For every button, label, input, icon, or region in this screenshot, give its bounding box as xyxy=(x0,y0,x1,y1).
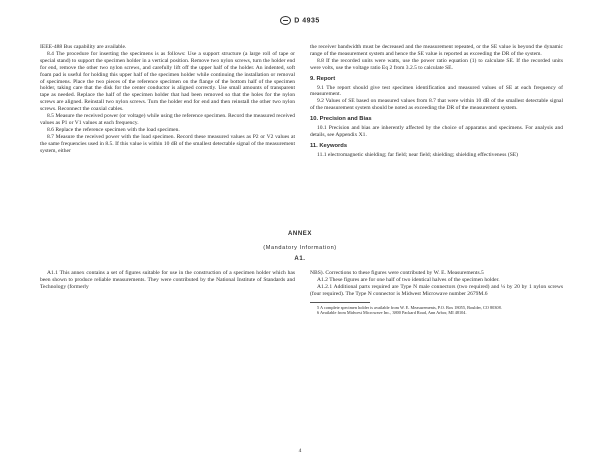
paragraph: IEEE-488 Bus capability are available. xyxy=(40,44,127,50)
paragraph-8-8: 8.8 If the recorded units were watts, use the power ratio equation (1) to calculate SE. If the recorded units were volts, use the voltage ratio Eq 2 from 3.2.5 to calculate SE. xyxy=(310,57,563,71)
paragraph-9-2: 9.2 Values of SE based on measured values from 8.7 that were within 10 dB of the smallest detectable signal of the measurement system should be noted as exceeding the DR of the measurement system. xyxy=(310,98,563,112)
section-heading-report: 9. Report xyxy=(310,75,336,82)
paragraph-9-1: 9.1 The report should give test specimen identification and measured values of SE at each frequency of measurement. xyxy=(310,84,563,98)
paragraph-11-1: 11.1 electromagnetic shielding; far field; near field; shielding; shielding effectiveness (SE) xyxy=(317,151,519,158)
footnote-5: 5 A complete specimen holder is available from W. E. Measurements, P.O. Box 18055, Boulder, CO 80308. xyxy=(317,304,502,310)
section-heading-precision: 10. Precision and Bias xyxy=(310,116,372,123)
paragraph-continued: the receiver bandwidth must be decreased and the measurement repeated, or the SE value is beyond the dynamic range of the measurement system and hence the SE value is reported as exceeding the DR of the system. xyxy=(310,44,563,57)
paragraph-8-5: 8.5 Measure the received power (or voltage) while using the reference specimen. Record the measured received values as P1 or V1 values at each frequency. xyxy=(40,113,295,126)
left-column-bottom xyxy=(40,270,295,291)
astm-logo-icon xyxy=(280,16,291,25)
page-number: 4 xyxy=(298,448,302,454)
annex-subtitle: (Mandatory Information) xyxy=(263,245,337,251)
left-column-top xyxy=(40,44,295,155)
right-column-top xyxy=(310,44,563,159)
standard-designation: D 4935 xyxy=(294,17,320,25)
annex-section: A1. xyxy=(294,256,306,262)
paragraph-10-1: 10.1 Precision and bias are inherently affected by the choice of apparatus and specimens. For analysis and details, see Appendix X1. xyxy=(310,125,563,138)
right-column-bottom xyxy=(310,270,563,315)
paragraph-a1-2-1: A1.2.1 Additional parts required are Type N male connectors (two required) and ¼ by 20 by 1 nylon screws (four required). The Type N connector is Midwest Microwave number 2679M.6 xyxy=(310,283,563,297)
paragraph-a1-1: A1.1 This annex contains a set of figures suitable for use in the construction of a specimen holder which has been shown to produce reliable measurements. They were contributed by the National Institute of Standards and Technology (formerly xyxy=(40,270,295,290)
paragraph-a1-2: A1.2 These figures are for one half of two identical halves of the specimen holder. xyxy=(317,276,500,283)
paragraph-8-6: 8.6 Replace the reference specimen with the load specimen. xyxy=(47,126,180,133)
page-header xyxy=(0,16,600,25)
paragraph-continued: NBS). Corrections to these figures were contributed by W. E. Measurements.5 xyxy=(310,270,484,276)
annex-title: ANNEX xyxy=(287,231,312,237)
paragraph-8-7: 8.7 Measure the received power with the load specimen. Record these measured values as P2 or V2 values at the same frequencies used in 8.5. If this value is within 10 dB of the smallest detectable signal of the measurement system, either xyxy=(40,133,295,154)
footnote-6: 6 Available from Midwest Microwave Inc., 3800 Packard Road, Ann Arbor, MI 48104. xyxy=(317,309,467,315)
section-heading-keywords: 11. Keywords xyxy=(310,142,348,149)
paragraph-8-4: 8.4 The procedure for inserting the specimens is as follows: Use a support structure (a large roll of tape or special stand) to support the specimen holder in a vertical position. Remove two nylon screws, turn the holder end for end, remove the other two nylon screws, and carefully lift off the upper half of the holder. An indented, soft foam pad is useful for holding this upper half of the specimen holder while continuing the installation or removal of specimens. Place the two pieces of the reference specimen on the flange of the bottom half of the specimen holder, taking care that the disk for the center conductor is aligned correctly. Use small amounts of transparent tape as needed. Replace the half of the specimen holder that had been removed so that the holes for the nylon screws are aligned. Reinstall two nylon screws. Turn the holder end for end and then reinstall the other two nylon screws. Reconnect the coaxial cables. xyxy=(40,50,295,113)
footnote-divider xyxy=(310,302,370,303)
